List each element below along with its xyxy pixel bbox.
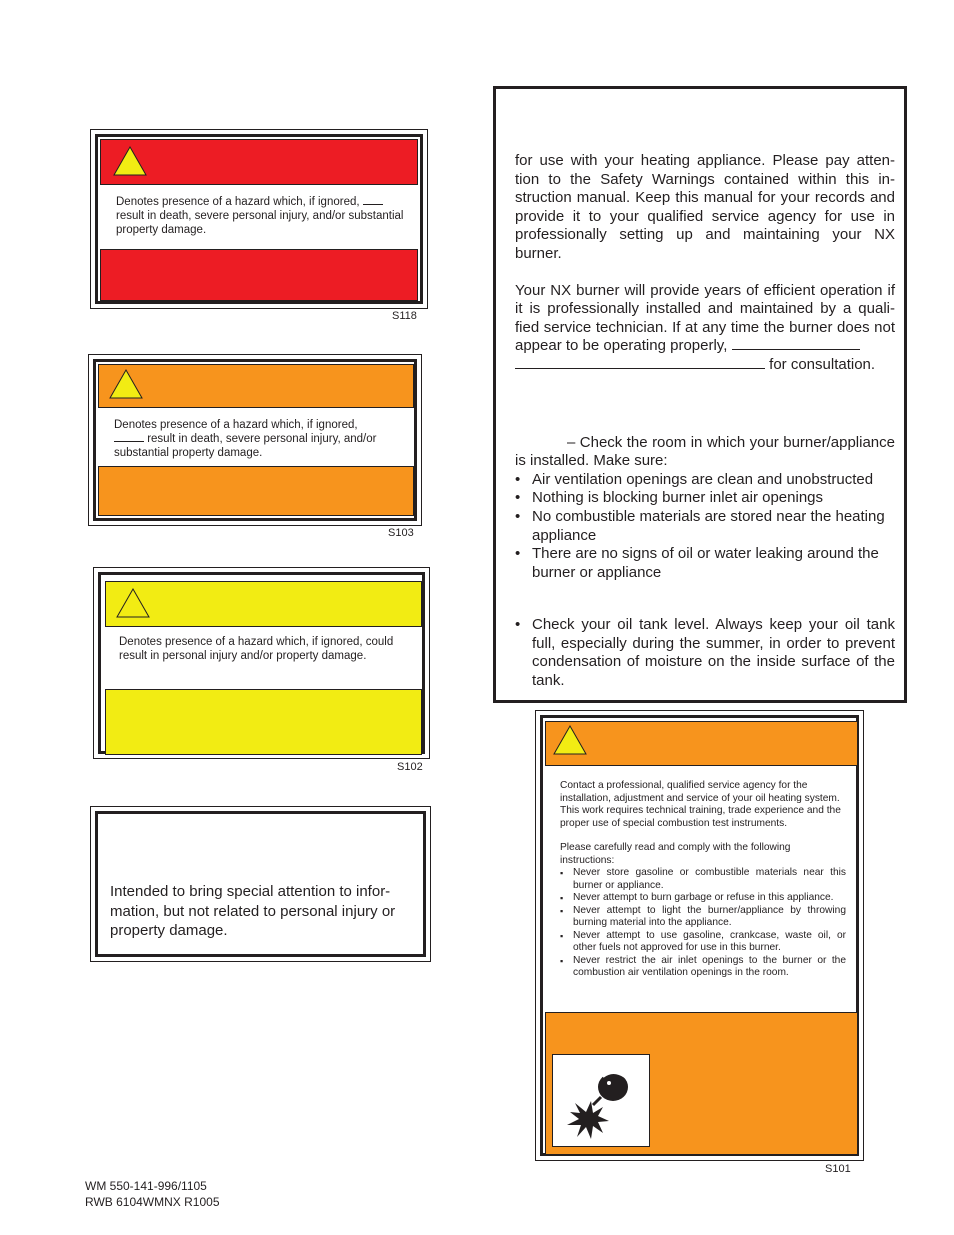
intro-panel-content: [515, 152, 895, 691]
intro-panel: [493, 86, 907, 703]
danger-label-code: S118: [392, 310, 417, 322]
danger-description: Denotes presence of a hazard which, if ignored, result in death, severe personal injury, and/or substantial property damage.: [116, 196, 404, 236]
room-check-list: [515, 471, 895, 583]
document-footer: [85, 1178, 220, 1210]
tank-check-list: [515, 616, 895, 690]
explosion-icon: [553, 1055, 649, 1146]
service-warning-label: [535, 710, 864, 1161]
document-code-1: WM 550-141-996/1105: [85, 1179, 207, 1193]
list-item: • Check your oil tank level. Always keep your oil tank full, especially during the summer, in order to prevent condensation of moisture on the inside surface of the tank.: [515, 616, 895, 690]
caution-label: [93, 567, 430, 759]
notice-description: Intended to bring special attention to infor- mation, but not related to personal injury or property damage.: [110, 883, 396, 939]
document-code-2: RWB 6104WMNX R1005: [85, 1195, 220, 1209]
operation-paragraph: Your NX burner will provide years of efficient operation if it is professionally installed and maintained by a quali- fied service technician. If at any time the burner does not appear to be operating properly, for consultation.: [515, 281, 895, 373]
list-item: • There are no signs of oil or water leaking around the burner or appliance: [515, 545, 895, 582]
danger-footer-band: [100, 249, 418, 301]
caution-triangle-icon: [115, 587, 151, 619]
caution-footer-band: [105, 689, 422, 755]
instructions-list: [560, 867, 846, 980]
list-item: • Air ventilation openings are clean and unobstructed: [515, 471, 895, 490]
warning-triangle-icon: [552, 724, 588, 756]
intro-paragraph: for use with your heating appliance. Please pay atten- tion to the Safety Warnings contained within this in- struction manual. Keep this manual for your records and provide it to your qualified service agency for use in professionally setting up and maintaining your NX burner.: [515, 152, 895, 262]
warning-footer-band: [98, 466, 414, 516]
list-item: ▪ Never store gasoline or combustible materials near this burner or appliance.: [560, 867, 846, 892]
service-warning-body: [560, 780, 846, 1008]
list-item: ▪ Never attempt to light the burner/appliance by throwing burning material into the appliance.: [560, 905, 846, 930]
service-warning-code: S101: [825, 1163, 851, 1175]
danger-label: [90, 129, 428, 309]
list-item: ▪ Never restrict the air inlet openings to the burner or the combustion air ventilation openings in the room.: [560, 955, 846, 980]
list-item: • Nothing is blocking burner inlet air openings: [515, 489, 895, 508]
warning-label-code: S103: [388, 527, 414, 539]
caution-header-band: [105, 581, 422, 627]
room-check-intro: – Check the room in which your burner/appliance is installed. Make sure:: [515, 433, 895, 470]
warning-description: Denotes presence of a hazard which, if ignored, result in death, severe personal injury, and/or substantial property damage.: [114, 419, 377, 459]
list-item: • No combustible materials are stored near the heating appliance: [515, 508, 895, 545]
list-item: ▪ Never attempt to burn garbage or refuse in this appliance.: [560, 892, 846, 905]
warning-triangle-icon: [108, 368, 144, 400]
warning-label: [88, 354, 422, 526]
service-warning-header-band: [545, 721, 858, 766]
service-intro: Contact a professional, qualified service agency for the installation, adjustment and service of your oil heating system. This work requires technical training, trade experience and the proper use of special combustion test instruments.: [560, 780, 841, 829]
warning-triangle-icon: [112, 145, 148, 177]
caution-label-code: S102: [397, 761, 423, 773]
explosion-pictogram: [552, 1054, 650, 1147]
list-item: ▪ Never attempt to use gasoline, crankcase, waste oil, or other fuels not approved for use in this burner.: [560, 930, 846, 955]
caution-description: Denotes presence of a hazard which, if ignored, could result in personal injury and/or property damage.: [119, 636, 394, 662]
notice-label: [90, 806, 431, 962]
instructions-intro: Please carefully read and comply with the following instructions:: [560, 842, 791, 866]
warning-header-band: [98, 364, 414, 408]
